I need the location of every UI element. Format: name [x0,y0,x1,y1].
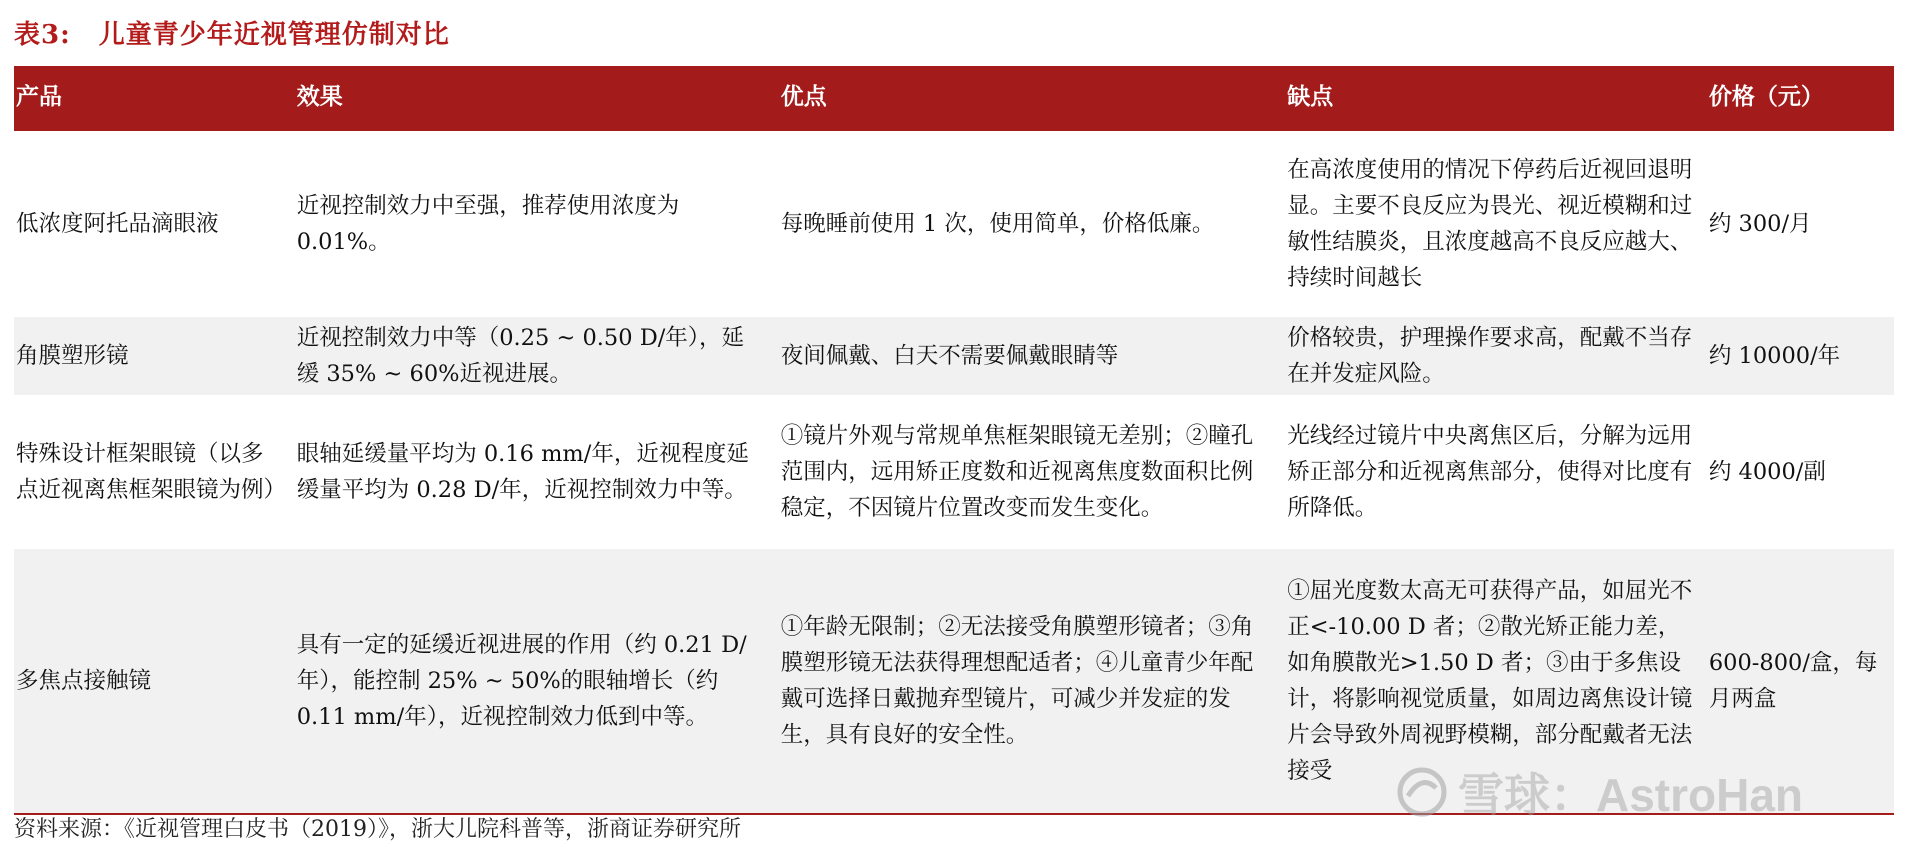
table-row [14,317,1894,395]
cell-product: 角膜塑形镜 [14,317,295,395]
cell-cons: 光线经过镜片中央离焦区后，分解为远用矫正部分和近视离焦部分，使得对比度有所降低。 [1285,395,1707,549]
source-note: 资料来源：《近视管理白皮书（2019）》，浙大儿院科普等，浙商证券研究所 [14,817,741,842]
cell-effect: 具有一定的延缓近视进展的作用（约 0.21 D/年），能控制 25% ~ 50%的眼轴增长（约 0.11 mm/年），近视控制效力低到中等。 [295,549,779,814]
cell-pros: 夜间佩戴、白天不需要佩戴眼睛等 [779,317,1285,395]
cell-price: 约 10000/年 [1707,317,1894,395]
cell-effect: 近视控制效力中至强，推荐使用浓度为 0.01%。 [295,130,779,318]
cell-pros: ①镜片外观与常规单焦框架眼镜无差别；②瞳孔范围内，远用矫正度数和近视离焦度数面积比例稳定，不因镜片位置改变而发生变化。 [779,395,1285,549]
comparison-table [14,66,1894,815]
cell-price: 约 300/月 [1707,130,1894,318]
table-title-text: 儿童青少年近视管理仿制对比 [98,20,450,50]
watermark-text: 雪球：AstroHan [1458,769,1804,821]
cell-pros: ①年龄无限制；②无法接受角膜塑形镜者；③角膜塑形镜无法获得理想配适者；④儿童青少年配戴可选择日戴抛弃型镜片，可减少并发症的发生，具有良好的安全性。 [779,549,1285,814]
table-row [14,549,1894,814]
header-pros: 优点 [779,66,1285,130]
cell-product: 低浓度阿托品滴眼液 [14,130,295,318]
cell-cons: 价格较贵，护理操作要求高，配戴不当存在并发症风险。 [1285,317,1707,395]
cell-effect: 近视控制效力中等（0.25 ~ 0.50 D/年），延缓 35% ~ 60%近视进展。 [295,317,779,395]
table-header-row [14,66,1894,130]
header-product: 产品 [14,66,295,130]
cell-cons: 在高浓度使用的情况下停药后近视回退明显。主要不良反应为畏光、视近模糊和过敏性结膜炎，且浓度越高不良反应越大、持续时间越长 [1285,130,1707,318]
cell-price: 约 4000/副 [1707,395,1894,549]
header-price: 价格（元） [1707,66,1894,130]
table-row [14,395,1894,549]
cell-product: 多焦点接触镜 [14,549,295,814]
cell-product: 特殊设计框架眼镜（以多点近视离焦框架眼镜为例） [14,395,295,549]
cell-cons: ①屈光度数太高无可获得产品，如屈光不正<-10.00 D 者；②散光矫正能力差，如角膜散光>1.50 D 者；③由于多焦设计，将影响视觉质量，如周边离焦设计镜片会导致外周视野模糊，部分配戴者无法接受 [1285,549,1707,814]
cell-price: 600-800/盒，每月两盒 [1707,549,1894,814]
header-cons: 缺点 [1285,66,1707,130]
table-title [14,14,450,51]
table-row [14,130,1894,318]
header-effect: 效果 [295,66,779,130]
cell-effect: 眼轴延缓量平均为 0.16 mm/年，近视程度延缓量平均为 0.28 D/年，近视控制效力中等。 [295,395,779,549]
cell-pros: 每晚睡前使用 1 次，使用简单，价格低廉。 [779,130,1285,318]
table-number: 表3: [14,20,71,50]
